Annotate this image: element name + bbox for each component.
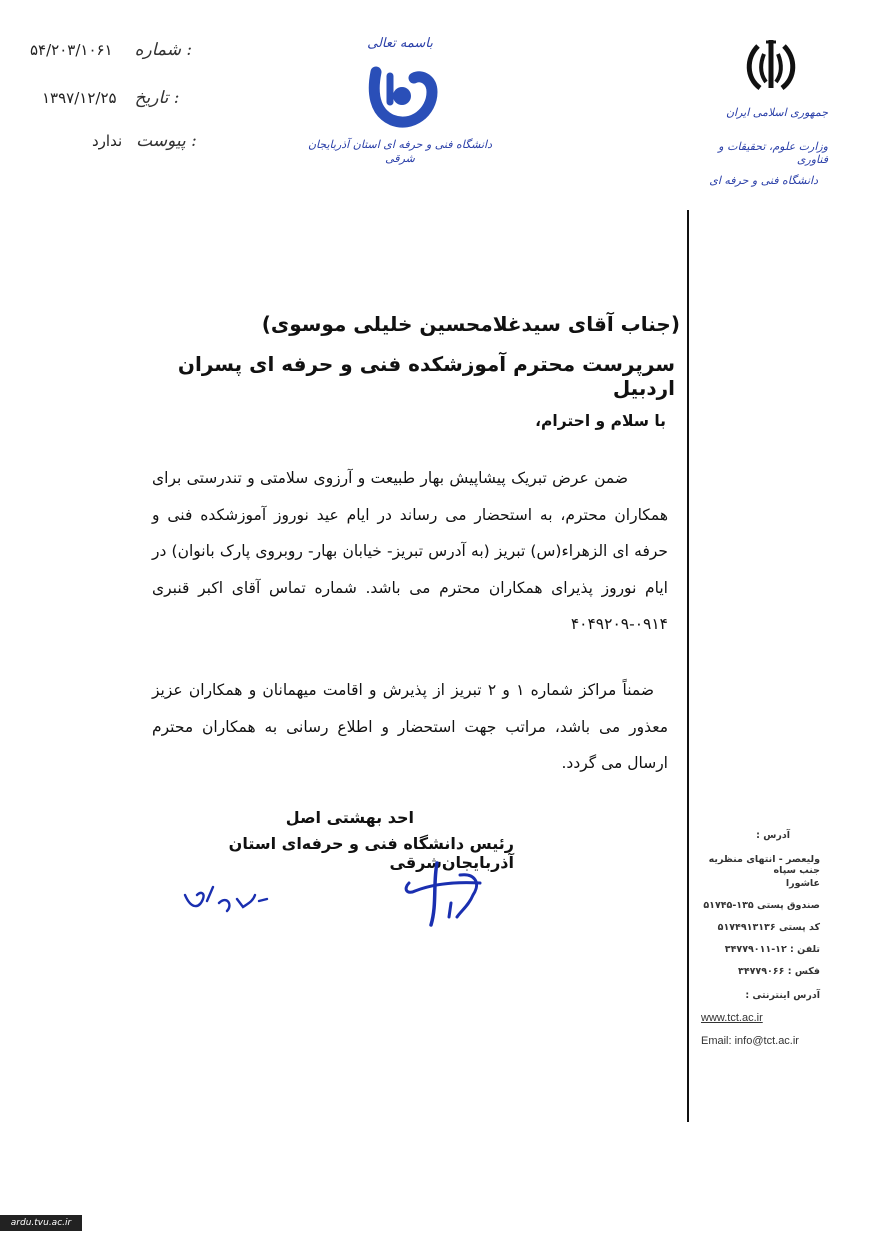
- handwritten-signature: [175, 855, 495, 935]
- vertical-divider: [687, 210, 689, 1122]
- university-name: دانشگاه فنی و حرفه ای استان آذربایجان شرقی: [307, 138, 493, 165]
- university-short-name: دانشگاه فنی و حرفه ای: [709, 174, 818, 187]
- country-name: جمهوری اسلامی ایران: [725, 106, 828, 119]
- university-logo: [362, 62, 442, 134]
- greeting: با سلام و احترام،: [535, 412, 666, 430]
- letter-number-value: ۵۴/۲۰۳/۱۰۶۱: [30, 41, 113, 59]
- postal-code: کد پستی ۵۱۷۴۹۱۳۱۳۶: [717, 922, 820, 933]
- recipient-title: سرپرست محترم آموزشکده فنی و حرفه ای پسران اردبیل: [177, 352, 675, 400]
- address-line-1: ولیعصر - انتهای منظریه جنب سپاه: [708, 854, 820, 876]
- attachment-value: ندارد: [92, 132, 123, 150]
- bismillah-text: باسمه تعالی: [367, 36, 433, 51]
- body-paragraph-2: ضمناً مراکز شماره ۱ و ۲ تبریز از پذیرش و اقامت میهمانان و همکاران عزیز معذور می باشد، مراتب جهت استحضار و اطلاع رسانی به همکاران محترم ارسال می گردد.: [152, 681, 668, 772]
- iran-emblem: [738, 36, 804, 94]
- fax-number: فکس : ۳۴۷۷۹۰۶۶: [738, 966, 820, 977]
- recipient-name: (جناب آقای سیدغلامحسین خلیلی موسوی): [261, 312, 680, 336]
- letter-number-label: شماره :: [134, 40, 193, 60]
- ministry-name: وزارت علوم، تحقیقات و فناوری: [718, 140, 828, 166]
- letter-date-value: ۱۳۹۷/۱۲/۲۵: [42, 89, 117, 107]
- phone-number: تلفن : ۱۲-۳۴۷۷۹۰۱۱: [724, 944, 820, 955]
- body-paragraph-1: ضمن عرض تبریک پیشاپیش بهار طبیعت و آرزوی سلامتی و تندرستی برای همکاران محترم، به استحضار می رساند در ایام عید نوروز آموزشکده فنی و حرفه ای الزهراء(س) تبریز (به آدرس تبریز- خیابان بهار- روبروی پارک بانوان) در ایام نوروز پذیرای همکاران محترم می باشد. شماره تماس آقای اکبر قنبری ۰۹۱۴-۴۰۴۹۲۰۹: [152, 469, 668, 633]
- address-line-2: عاشورا: [785, 878, 820, 889]
- email-link[interactable]: Email: info@tct.ac.ir: [701, 1035, 799, 1047]
- website-link[interactable]: www.tct.ac.ir: [701, 1012, 763, 1024]
- signatory-name: احد بهشتی اصل: [285, 808, 414, 827]
- address-heading: آدرس :: [756, 830, 790, 841]
- letter-date-label: تاریخ :: [134, 88, 180, 108]
- attachment-label: پیوست :: [136, 131, 197, 151]
- footer-source-badge: ardu.tvu.ac.ir: [0, 1215, 82, 1231]
- website-label: آدرس اینترنتی :: [745, 990, 820, 1001]
- letter-date-row: [42, 88, 180, 108]
- letter-number-row: [30, 40, 192, 60]
- postal-box: صندوق پستی ۱۳۵-۵۱۷۴۵: [703, 900, 820, 911]
- attachment-row: [92, 131, 197, 151]
- signatory-title: رئیس دانشگاه فنی و حرفه‌ای استان آذربایجان‌شرقی: [228, 834, 514, 872]
